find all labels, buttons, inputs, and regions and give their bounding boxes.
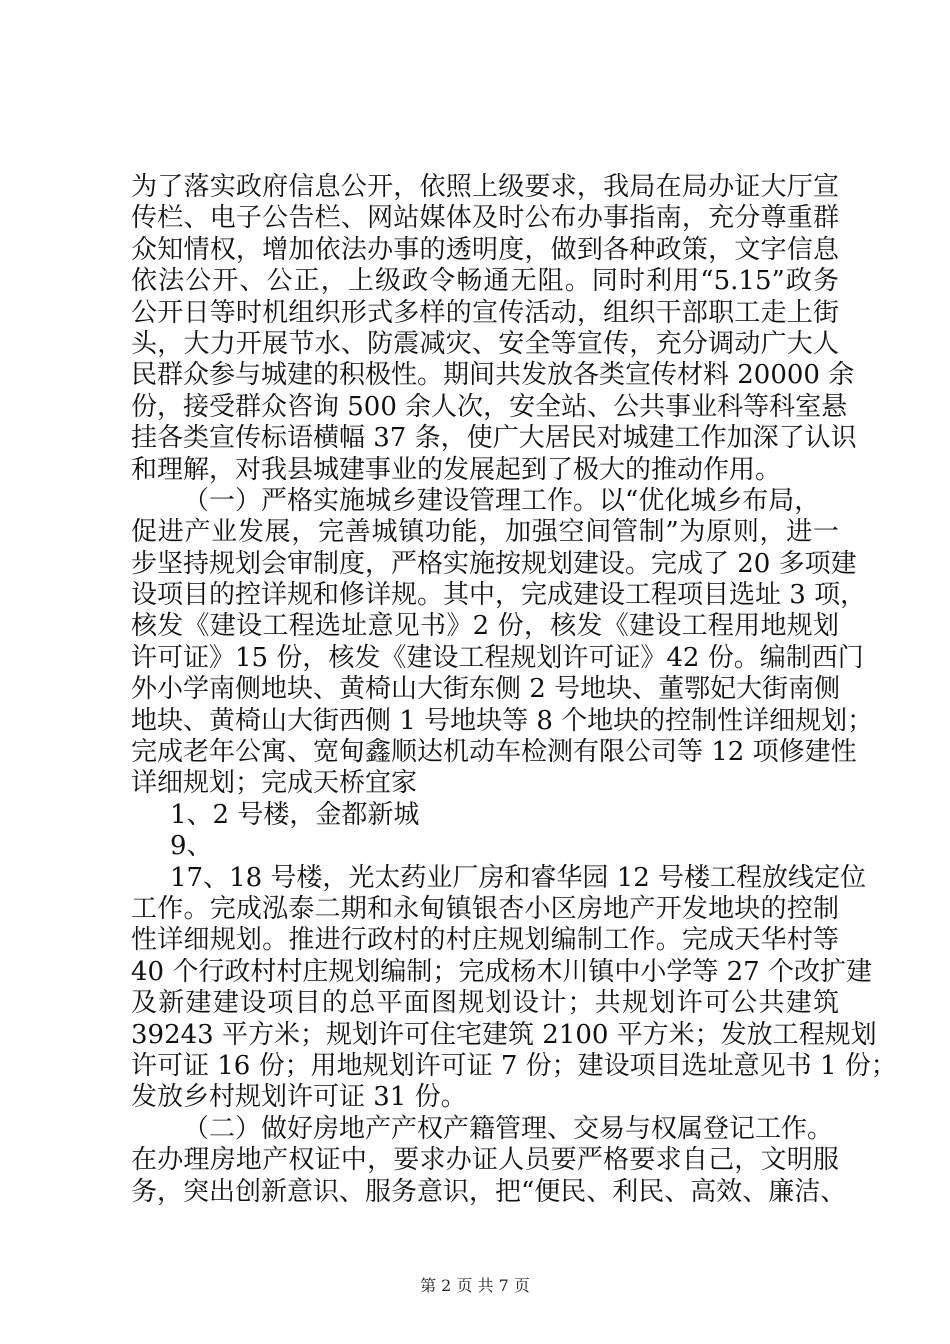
page-footer: 第 2 页 共 7 页 <box>420 1276 530 1295</box>
text-line: 步坚持规划会审制度，严格实施按规划建设。完成了 20 多项建 <box>131 548 857 579</box>
text-line: 40 个行政村村庄规划编制；完成杨木川镇中小学等 27 个改扩建 <box>131 956 872 987</box>
text-line: 在办理房地产权证中，要求办证人员要严格要求自己，文明服 <box>131 1145 839 1176</box>
text-line: 设项目的控详规和修详规。其中，完成建设工程项目选址 3 项， <box>131 580 867 611</box>
text-line: 份，接受群众咨询 500 余人次，安全站、公共事业科等科室悬 <box>131 391 848 422</box>
text-line: 挂各类宣传标语横幅 37 条，使广大居民对城建工作加深了认识 <box>131 423 857 454</box>
text-line: 17、18 号楼，光太药业厂房和睿华园 12 号楼工程放线定位 <box>170 862 867 893</box>
text-line: 公开日等时机组织形式多样的宣传活动，组织干部职工走上街 <box>131 297 839 328</box>
text-line: 9、 <box>170 831 213 862</box>
text-line: 地块、黄椅山大街西侧 1 号地块等 8 个地块的控制性详细规划； <box>131 705 874 736</box>
text-line: 发放乡村规划许可证 31 份。 <box>131 1082 467 1113</box>
text-line: 促进产业发展，完善城镇功能，加强空间管制”为原则，进一 <box>131 517 839 548</box>
text-line: （二）做好房地产产权产籍管理、交易与权属登记工作。 <box>183 1113 834 1144</box>
text-line: （一）严格实施城乡建设管理工作。以“优化城乡布局， <box>183 485 821 516</box>
text-line: 工作。完成泓泰二期和永甸镇银杏小区房地产开发地块的控制 <box>131 893 839 924</box>
text-line: 详细规划；完成天桥宜家 <box>131 768 418 799</box>
text-line: 许可证 16 份；用地规划许可证 7 份；建设项目选址意见书 1 份； <box>131 1050 897 1081</box>
text-line: 众知情权，增加依法办事的透明度，做到各种政策，文字信息 <box>131 234 839 265</box>
text-line: 民群众参与城建的积极性。期间共发放各类宣传材料 20000 余 <box>131 360 855 391</box>
text-line: 务，突出创新意识、服务意识，把“便民、利民、高效、廉洁、 <box>131 1176 847 1207</box>
text-line: 和理解，对我县城建事业的发展起到了极大的推动作用。 <box>131 454 782 485</box>
text-line: 许可证》15 份，核发《建设工程规划许可证》42 份。编制西门 <box>131 642 864 673</box>
text-line: 依法公开、公正，上级政令畅通无阻。同时利用“5.15”政务 <box>131 266 839 297</box>
text-line: 完成老年公寓、宽甸鑫顺达机动车检测有限公司等 12 项修建性 <box>131 737 857 768</box>
text-line: 1、2 号楼，金都新城 <box>170 799 420 830</box>
text-line: 核发《建设工程选址意见书》2 份，核发《建设工程用地规划 <box>131 611 839 642</box>
text-line: 39243 平方米；规划许可住宅建筑 2100 平方米；发放工程规划 <box>131 1019 877 1050</box>
text-line: 性详细规划。推进行政村的村庄规划编制工作。完成天华村等 <box>131 925 839 956</box>
text-line: 及新建建设项目的总平面图规划设计；共规划许可公共建筑 <box>131 988 839 1019</box>
text-line: 为了落实政府信息公开，依照上级要求，我局在局办证大厅宣 <box>131 172 839 202</box>
text-line: 传栏、电子公告栏、网站媒体及时公布办事指南，充分尊重群 <box>131 203 839 234</box>
body-text <box>131 172 897 1208</box>
text-line: 头，大力开展节水、防震减灾、安全等宣传，充分调动广大人 <box>131 328 839 359</box>
text-line: 外小学南侧地块、黄椅山大街东侧 2 号地块、董鄂妃大街南侧 <box>131 674 841 705</box>
